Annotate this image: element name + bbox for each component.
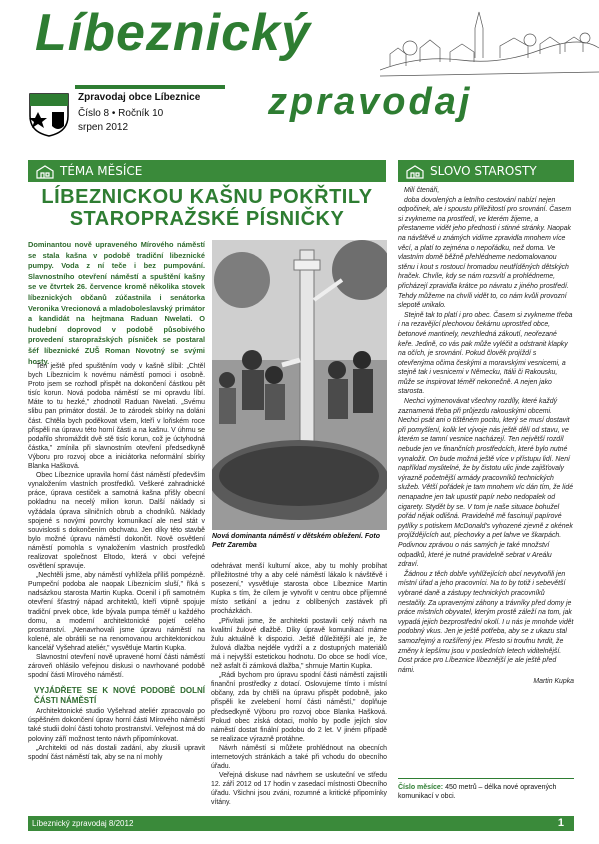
- paragraph: doba dovolených a letního cestování nabízí nejen odpočinek, ale i spoustu příležitostí pro srovnání. Časem si zvykneme na prostředí, ve kterém žijeme, a přestaneme vidět jeho přednosti i stinné stránky. Naopak na návštěvě u známých vidíme zpravidla mnohem více věcí, a platí to zejména o nepořádku, než doma. Ve vlastním domě běžně přehlédneme nedomalovanou stěnu i kout s rostoucí hromadou neutříděných dětských hraček. Chvíle, kdy se nám rozsvítí a prohlédneme, přicházejí zpravidla krátce po návratu z jiného prostředí. Tehdy můžeme na chvíli vidět to, co nám kvůli provozní slepotě unikalo.: [398, 196, 572, 310]
- paragraph: „Architekti od nás dostali zadání, aby zkusili upravit spodní část náměstí tak, aby se na ní mohly: [28, 744, 205, 761]
- paragraph: odehrávat menší kulturní akce, aby tu mohly probíhat příležitostné trhy a aby celé náměstí lákalo k návštěvě i posezení," vysvětluje starosta obce Líbeznice Martin Kupka s tím, že cílem je vytvořit v centru obce příjemné místo setkání a jednu z oblíbených zastávek při procházkách.: [211, 563, 387, 616]
- article-column-1: [28, 362, 205, 762]
- paragraph: Stejně tak to platí i pro obec. Časem si zvykneme třeba i na rezavějící plechovou čekárnu uprostřed obce, betonové mantinely, nevzhledná zákoutí, neořezané keře. Jedině, co vás pak může vyléčit a odstranit klapky na očích, je srovnání. Pokud člověk projíždí s otevřenýma očima českými a moravskými vesnicemi, a stejně tak i vesnicemi v Německu, Itálii či Rakousku, může se inspirovat téměř nekonečně. A nejen jako starosta.: [398, 311, 573, 396]
- paragraph: „Nechtěli jsme, aby náměstí vyhlížela příliš pompézně. Pumpeční podoba ale naopak Líbeznicím sluší," říká s nadsázkou starosta Martin Kupka. Ocenil i při samotném otevření šťastný nápad architektů, kteří vtipně spojuje tradiční prvek obce, kde bývala pumpa téměř u každého domu, a moderní architektonické pojetí celého prostranství. „Nenavrhovali jsme úpravu náměstí na kolené, ale obrátili se na renomovanou architektonickou kancelář Vyšehrad ateliér," vysvětluje Martin Kupka.: [28, 572, 205, 652]
- article-lead: Dominantou nově upraveného Mírového náměstí se stala kašna v podobě tradiční libeznické pumpy. Voda z ní teče i bez pumpování. Slavnostního otevření náměstí a spuštění kašny se ve čtvrtek 26. července kromě několika stovek líbeznických občanů zúčastnila i senátorka Veronika Vrecionová a mladoboleslavský primátor a kandidát na hejtmana Raduan Nwelati. O hudební doprovod v podobě působivého provedení staropražských písniček se postaral šéf líbeznické ZUŠ Roman Novotný se svými hosty.: [28, 240, 205, 366]
- article-headline: LÍBEZNICKOU KAŠNU POKŘTILY STAROPRAŽSKÉ PÍSNIČKY: [41, 186, 373, 230]
- fountain-photo: [212, 240, 387, 530]
- issue-date: srpen 2012: [78, 122, 129, 133]
- letter-greeting: Milí čtenáři,: [404, 187, 440, 194]
- article-subheading: VYJÁDŘETE SE K NOVÉ PODOBĚ DOLNÍ ČÁSTI NÁMĚSTÍ: [34, 686, 205, 705]
- paragraph: Slavnostní otevření nově upravené horní části náměstí zároveň ohlásilo veřejnou diskusi o navrhované podobě spodní části Mírového náměstí.: [28, 654, 205, 680]
- town-skyline-illustration: [380, 0, 599, 78]
- fact-label: Číslo měsíce:: [398, 784, 444, 791]
- section-label: TÉMA MĚSÍCE: [60, 164, 143, 178]
- section-header-tema: [28, 160, 386, 182]
- paragraph: Obec Líbeznice upravila horní část náměstí především vynaložením vlastních prostředků. Veškeré zahradnické práce, úprava cestiček a samotná kašna přišly obecní pokladnu na necelý milion korun. Další náklady si vyžádala úprava silničních obrub a chodníků. Náklady spojené s novými povrchy komunikací ale nesl stát v souvislosti s dokončením obchvatu. Jen díky této stavbě bylo možné úpravu náměstí dokončit. Nově osvětlení náměstí pomohla s vynaložením vlastních prostředků realizovat společnost Eltodo, která v obci veřejné osvětlení spravuje.: [28, 472, 205, 571]
- masthead-subtitle: zpravodaj: [268, 81, 473, 123]
- paragraph: „Přivítali jsme, že architekti postavili celý návrh na kvalitní žulové dlažbě. Díky úpravě komunikací máme žulu aktuálně k dispozici. Ještě důležitější ale je, že žulová dlažba nejdéle vydrží a z dostupných materiálů má i nejvyšší estetickou hodnotu. Do obce se hodí více, než asfalt či zámková dlažba," shrnuje Martin Kupka.: [211, 617, 387, 671]
- letter-signature: Martin Kupka: [533, 678, 574, 686]
- building-icon: [36, 165, 54, 179]
- mayor-letter: [398, 186, 574, 687]
- issue-number: Číslo 8 • Ročník 10: [78, 108, 164, 119]
- paragraph: Veřejná diskuse nad návrhem se uskuteční ve středu 12. září 2012 od 17 hodin v zasedací místnosti Obecního úřadu. Všichni jsou zváni, rozumné a kritické připomínky vítány.: [211, 772, 387, 807]
- section-label: SLOVO STAROSTY: [430, 164, 537, 178]
- photo-caption: Nová dominanta náměstí v dětském obležení. Foto Petr Zaremba: [212, 533, 381, 549]
- building-icon: [406, 165, 424, 179]
- paragraph: „Rádi bychom pro úpravu spodní části náměstí zajistili finanční prostředky z dotací. Oslovujeme tímto i místní občany, zda by chtěli na úpravu přispět podobně, jako přispěli ke zvelebení horní části náměstí," doplňuje předsedkyně Výboru pro rozvoj obce Blanka Hašková. Pokud obec získá dotaci, mohlo by podle jejích slov náměstí dostat finální podobu do 2 let. V jiném případě se realizace výrazně protáhne.: [211, 672, 387, 743]
- footer-publication: Líbeznický zpravodaj 8/2012: [32, 819, 134, 828]
- page-number: 1: [557, 817, 564, 829]
- masthead-title: Líbeznický: [35, 4, 311, 62]
- paragraph: Architektonické studio Vyšehrad ateliér zpracovalo po úspěšném dokončení úprav horní části Mírového náměstí také studii dolní části tohoto prostranství. Veřejnost má do poloviny září možnost tento návrh připomínkovat.: [28, 708, 205, 743]
- section-header-slovo: [398, 160, 574, 182]
- fact-text: 450 metrů – délka nové opravených komunikací v obci.: [398, 784, 557, 801]
- publication-name: Zpravodaj obce Líbeznice: [78, 92, 201, 103]
- paragraph: Žádnou z těch dobře vyhlížejících obcí nevytvořili jen místní úřad a jeho pracovníci. Na to by totiž i sebevětší vybrané daně a zástupy technických pracovníků nestačily. Za upravenými záhony a trávníky před domy je práce místních obyvatel, kterým prostě záleží na tom, jak vypadá jejich bezprostřední okolí. I u nás je mnohde vidět podobný vkus. Jen je ještě potřeba, aby se z ukazu stal samozřejmý a rozšířený jev. Přesto si troufnu tvrdit, že změny k lepšímu jsou v posledních letech viditelnější. Dost práce pro Líbeznice líbeznější je ale ještě před námi.: [398, 570, 574, 674]
- article-column-2: [211, 562, 387, 808]
- coat-of-arms-icon: [28, 92, 70, 138]
- number-of-month-box: [398, 778, 574, 802]
- paragraph: Nechci vyjmenovávat všechny rozdíly, které každý zaznamená třeba při průjezdu rakouskými obcemi. Nechci psát ani o tištěném pocitu, který se musí dostavit při pomyšlení, kolik let vývoje nás ještě dělí od stavu, ve kterém se tamní vesnice nacházejí. Ten největší rozdíl nebude jen ve finančních prostředcích, které bylo nutné vynaložit. On bude možná ještě více v přístupu lidí. Není například myslitelné, že by čistotu ulic jinde zajišťovaly výrazně početnější armády pracovníků technických služeb. Větší pořádek je tam mnohem víc dán tím, že lidé nenapadne jen tak upustit papír nebo nedopalek od cigarety. Stydět by se. V tom je naše situace bohužel pořád nějak odlišná. Pravidelně mě fascinují papírové pytlíky s potiskem McDonald's vyhozené zjevně z okének projíždějících aut, plechovky a pet lahve ve škarpách. Podivnou zprávou o nás samých je také množství odpadků, které je nutné pravidelně sebrat v Areálu zdraví.: [398, 398, 574, 569]
- masthead-rule: [75, 85, 225, 89]
- paragraph: Návrh náměstí si můžete prohlédnout na obecních internetových stránkách a také při vchodu do obecního úřadu.: [211, 744, 387, 771]
- paragraph: Ten ještě před spuštěním vody v kašně slíbil: „Chtěl bych Líbeznicím k novému náměstí pomoci i osobně. Proto jsem se rozhodl přispět na dokončení částkou pět tisíc korun. Nová podoba náměstí se mi opravdu líbí. Máte to tu hezké," zhodnotil Raduan Nwelati. „Svému slibu pan primátor dostál. Je to zárodek sbírky na doláni část. Chtěla bych poděkovat všem, kteří v loňském roce přispěli na úpravu této horní části a na kašnu. V úhrnu se podařilo shromáždit dvě stě tisíc korun, což je úctyhodná částka," zmínila při slavnostním otevření předsedkyně Výboru pro rozvoj obce a iniciátorka neformální sbírky Blanka Hašková.: [28, 363, 205, 471]
- page-footer: [28, 816, 574, 831]
